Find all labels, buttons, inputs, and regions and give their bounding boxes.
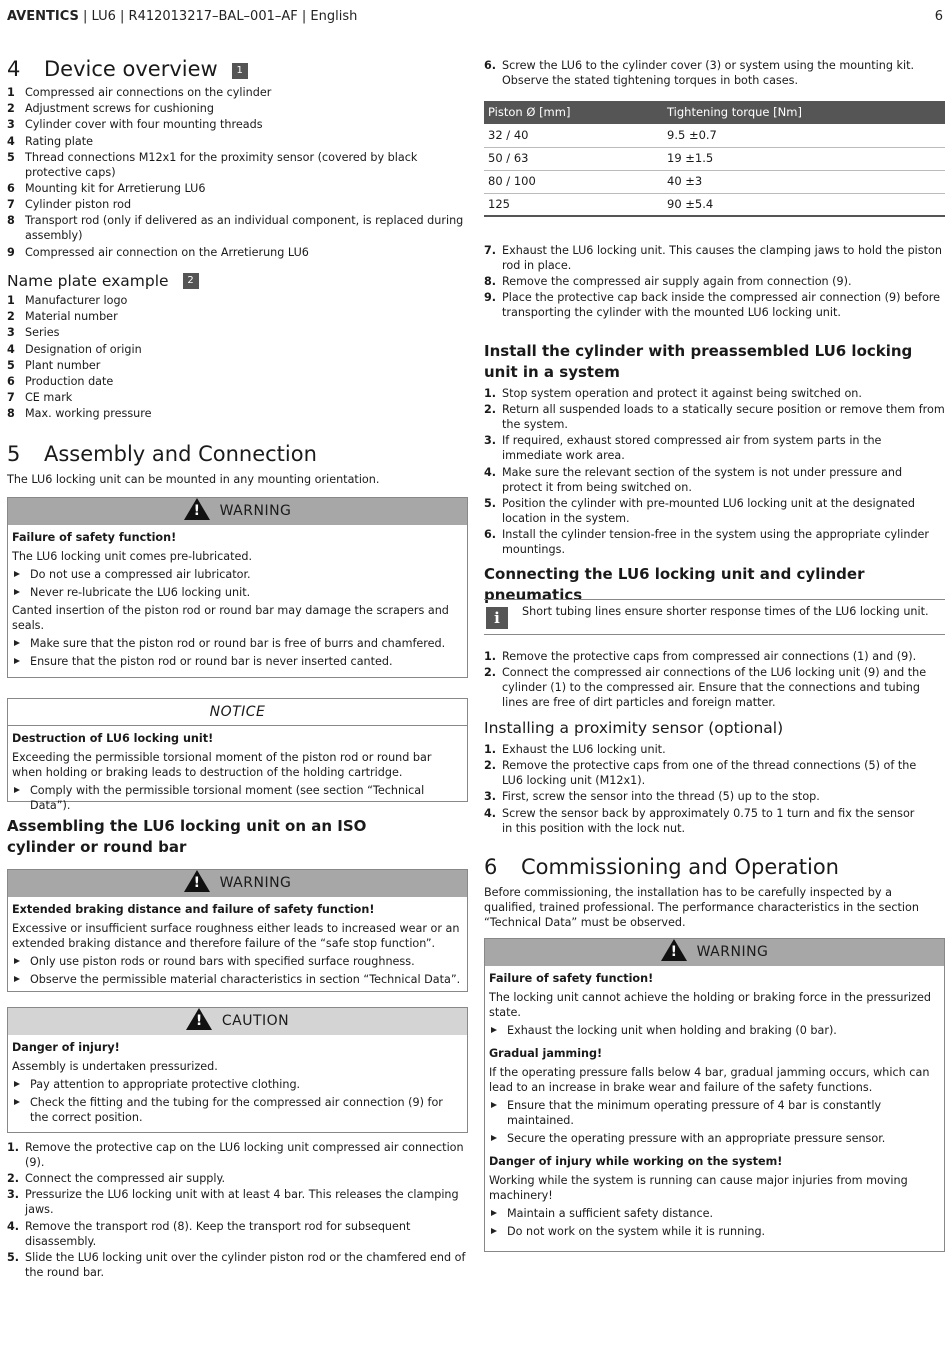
list-item: 1 Manufacturer logo xyxy=(7,294,128,307)
assembly-steps-continued xyxy=(484,243,945,322)
caution-box xyxy=(7,1007,468,1133)
step-item: 5. Slide the LU6 locking unit over the cylinder piston rod or the chamfered end of the round bar. xyxy=(7,1250,466,1279)
table-row xyxy=(484,170,945,193)
info-box xyxy=(484,599,945,635)
figure-ref-badge: 1 xyxy=(232,63,248,79)
list-item: 2 Material number xyxy=(7,310,118,324)
step-item: 4. Remove the transport rod (8). Keep the transport rod for subsequent disassembly. xyxy=(7,1219,411,1248)
caution-bar: !CAUTION xyxy=(8,1008,467,1035)
notice-bullet: Comply with the permissible torsional moment (see section “Technical Data”). xyxy=(12,783,463,813)
warning-bullet: Maintain a sufficient safety distance. xyxy=(489,1206,940,1221)
warning-triangle-icon xyxy=(184,870,210,892)
list-item: 4 Designation of origin xyxy=(7,342,142,356)
warning-text: The LU6 locking unit comes pre-lubricated. xyxy=(12,550,253,563)
piston-diameter-cell: 80 / 100 xyxy=(484,170,663,193)
step-item: 1. Exhaust the LU6 locking unit. xyxy=(484,743,666,756)
list-item: 8 Transport rod (only if delivered as an individual component, is replaced during assembly) xyxy=(7,214,464,243)
list-item: 9 Compressed air connection on the Arretierung LU6 xyxy=(7,245,309,259)
section-5-intro: The LU6 locking unit can be mounted in any mounting orientation. xyxy=(7,473,380,486)
warning-bullet: Do not use a compressed air lubricator. xyxy=(12,567,463,582)
warning-bullet: Secure the operating pressure with an appropriate pressure sensor. xyxy=(489,1131,940,1146)
warning-box-safety xyxy=(7,497,468,678)
assembly-step-6: 6. Screw the LU6 to the cylinder cover (3) or system using the mounting kit. Observe the stated tightening torques in both cases. xyxy=(484,59,915,87)
step-item: 3. If required, exhaust stored compressed air from system parts in the immediate work area. xyxy=(484,434,882,463)
assembly-steps-list xyxy=(7,1140,468,1281)
caution-bullet: Pay attention to appropriate protective clothing. xyxy=(12,1077,463,1092)
warning-box-braking xyxy=(7,869,468,992)
install-steps-list xyxy=(484,386,945,558)
tightening-torque-table xyxy=(484,101,945,217)
step-item: 2. Return all suspended loads to a statically secure position or remove them from the system. xyxy=(484,403,945,432)
list-item: 1 Compressed air connections on the cylinder xyxy=(7,86,272,99)
warning-text: Canted insertion of the piston rod or round bar may damage the scrapers and seals. xyxy=(12,604,449,632)
section-6-heading: 6 Commissioning and Operation xyxy=(484,855,839,879)
warning-bullet: Only use piston rods or round bars with specified surface roughness. xyxy=(12,954,463,969)
warning-title: Extended braking distance and failure of safety function! xyxy=(12,903,375,916)
info-icon: i xyxy=(486,607,508,629)
list-item: 6 Production date xyxy=(7,374,114,388)
warning-bar: !WARNING xyxy=(8,498,467,525)
warning-bullet: Do not work on the system while it is running. xyxy=(489,1224,940,1239)
list-item: 3 Series xyxy=(7,326,60,340)
step-item: 3. First, screw the sensor into the thread (5) up to the stop. xyxy=(484,790,820,804)
step-item: 8. Remove the compressed air supply again from connection (9). xyxy=(484,275,852,289)
warning-bullet: Exhaust the locking unit when holding and braking (0 bar). xyxy=(489,1023,940,1038)
list-item: 5 Plant number xyxy=(7,358,101,372)
step-item: 2. Remove the protective caps from one of the thread connections (5) of the LU6 locking unit (M12x1). xyxy=(484,759,917,788)
proximity-sensor-heading: Installing a proximity sensor (optional) xyxy=(484,719,784,737)
piston-diameter-cell: 32 / 40 xyxy=(484,124,663,147)
page-number: 6 xyxy=(934,9,943,24)
warning-text: If the operating pressure falls below 4 bar, gradual jamming occurs, which can lead to an increase in brake wear and failure of the safety functions. xyxy=(489,1066,930,1094)
list-item: 2 Adjustment screws for cushioning xyxy=(7,102,214,116)
list-item: 5 Thread connections M12x1 for the proximity sensor (covered by black protective caps) xyxy=(7,150,418,179)
piston-diameter-cell: 125 xyxy=(484,193,663,216)
table-header-piston: Piston Ø [mm] xyxy=(484,101,663,124)
section-6-intro: Before commissioning, the installation has to be carefully inspected by a qualified, trained professional. The performance characteristics in the section “Technical Data” must be observed. xyxy=(484,886,919,929)
table-row xyxy=(484,124,945,147)
list-item: 7 CE mark xyxy=(7,391,73,405)
caution-title: Danger of injury! xyxy=(12,1041,120,1054)
page-header xyxy=(7,9,943,27)
warning-title: Failure of safety function! xyxy=(12,531,177,544)
notice-box xyxy=(7,698,468,812)
warning-bullet: Never re-lubricate the LU6 locking unit. xyxy=(12,585,463,600)
warning-bullet: Ensure that the piston rod or round bar is never inserted canted. xyxy=(12,654,463,669)
warning-triangle-icon xyxy=(184,498,210,520)
table-header-torque: Tightening torque [Nm] xyxy=(663,101,945,124)
nameplate-list xyxy=(7,293,468,423)
caution-text: Assembly is undertaken pressurized. xyxy=(12,1060,218,1073)
section-4-heading: 4 Device overview 1 xyxy=(7,56,248,82)
proximity-steps-list xyxy=(484,742,924,837)
info-text: Short tubing lines ensure shorter response times of the LU6 locking unit. xyxy=(522,605,929,618)
step-item: 9. Place the protective cap back inside the compressed air connection (9) before transporting the cylinder with the mounted LU6 locking unit. xyxy=(484,291,941,320)
warning-text: Excessive or insufficient surface roughness either leads to increased wear or an extended braking distance and therefore failure of the “safe stop function”. xyxy=(12,922,460,950)
list-item: 3 Cylinder cover with four mounting threads xyxy=(7,118,263,132)
step-item: 3. Pressurize the LU6 locking unit with at least 4 bar. This releases the clamping jaws. xyxy=(7,1188,459,1217)
list-item: 7 Cylinder piston rod xyxy=(7,198,132,212)
warning-bar: !WARNING xyxy=(8,870,467,897)
warning-title: Failure of safety function! xyxy=(489,972,654,985)
step-item: 5. Position the cylinder with pre-mounted LU6 locking unit at the designated location in the system. xyxy=(484,496,916,525)
warning-bullet: Ensure that the minimum operating pressure of 4 bar is constantly maintained. xyxy=(489,1098,940,1128)
step-item: 4. Screw the sensor back by approximately 0.75 to 1 turn and fix the sensor in this position with the lock nut. xyxy=(484,806,915,835)
torque-cell: 9.5 ±0.7 xyxy=(663,124,945,147)
warning-box-operation xyxy=(484,938,945,1252)
torque-cell: 90 ±5.4 xyxy=(663,193,945,216)
warning-title: Danger of injury while working on the system! xyxy=(489,1155,783,1168)
notice-bar: NOTICE xyxy=(8,699,467,726)
warning-triangle-icon xyxy=(661,939,687,961)
section-5-heading: 5 Assembly and Connection xyxy=(7,442,317,466)
pneumatics-heading: Connecting the LU6 locking unit and cylinder pneumatics xyxy=(484,565,865,604)
table-row xyxy=(484,147,945,170)
warning-text: The locking unit cannot achieve the holding or braking force in the pressurized state. xyxy=(489,991,932,1019)
document-id: | LU6 | R412013217–BAL–001–AF | English xyxy=(78,9,358,24)
warning-triangle-icon xyxy=(186,1008,212,1030)
install-system-heading: Install the cylinder with preassembled LU6 locking unit in a system xyxy=(484,342,913,381)
step-item: 6. Install the cylinder tension-free in the system using the appropriate cylinder mountings. xyxy=(484,527,930,556)
piston-diameter-cell: 50 / 63 xyxy=(484,147,663,170)
pneumatics-steps-list xyxy=(484,649,945,711)
torque-cell: 40 ±3 xyxy=(663,170,945,193)
warning-title: Gradual jamming! xyxy=(489,1047,603,1060)
notice-text: Exceeding the permissible torsional moment of the piston rod or round bar when holding or braking leads to destruction of the holding cartridge. xyxy=(12,751,432,779)
warning-bullet: Make sure that the piston rod or round bar is free of burrs and chamfered. xyxy=(12,636,463,651)
step-item: 7. Exhaust the LU6 locking unit. This causes the clamping jaws to hold the piston rod in place. xyxy=(484,244,942,272)
warning-text: Working while the system is running can cause major injuries from moving machinery! xyxy=(489,1174,908,1202)
list-item: 8 Max. working pressure xyxy=(7,407,152,421)
list-item: 6 Mounting kit for Arretierung LU6 xyxy=(7,181,206,195)
step-item: 2. Connect the compressed air supply. xyxy=(7,1172,226,1186)
notice-title: Destruction of LU6 locking unit! xyxy=(12,732,214,745)
caution-bullet: Check the fitting and the tubing for the compressed air connection (9) for the correct position. xyxy=(12,1095,463,1125)
step-item: 4. Make sure the relevant section of the system is not under pressure and protect it from being switched on. xyxy=(484,465,903,494)
step-item: 1. Stop system operation and protect it against being switched on. xyxy=(484,387,862,400)
brand-name: AVENTICS xyxy=(7,9,79,24)
step-item: 2. Connect the compressed air connections of the LU6 locking unit (9) and the cylinder (1) to the compressed air. Ensure that the connections and tubing lines are free of dirt particles and foreign matter. xyxy=(484,666,927,710)
table-row xyxy=(484,193,945,216)
device-overview-list xyxy=(7,85,468,261)
torque-cell: 19 ±1.5 xyxy=(663,147,945,170)
step-item: 1. Remove the protective cap on the LU6 locking unit compressed air connection (9). xyxy=(7,1141,464,1169)
list-item: 4 Rating plate xyxy=(7,134,93,148)
nameplate-heading: Name plate example 2 xyxy=(7,271,199,292)
warning-bullet: Observe the permissible material characteristics in section “Technical Data”. xyxy=(12,972,463,987)
iso-assembly-heading: Assembling the LU6 locking unit on an ISO cylinder or round bar xyxy=(7,817,367,856)
warning-bar: !WARNING xyxy=(485,939,944,966)
figure-ref-badge: 2 xyxy=(183,273,199,289)
step-item: 1. Remove the protective caps from compressed air connections (1) and (9). xyxy=(484,650,917,663)
